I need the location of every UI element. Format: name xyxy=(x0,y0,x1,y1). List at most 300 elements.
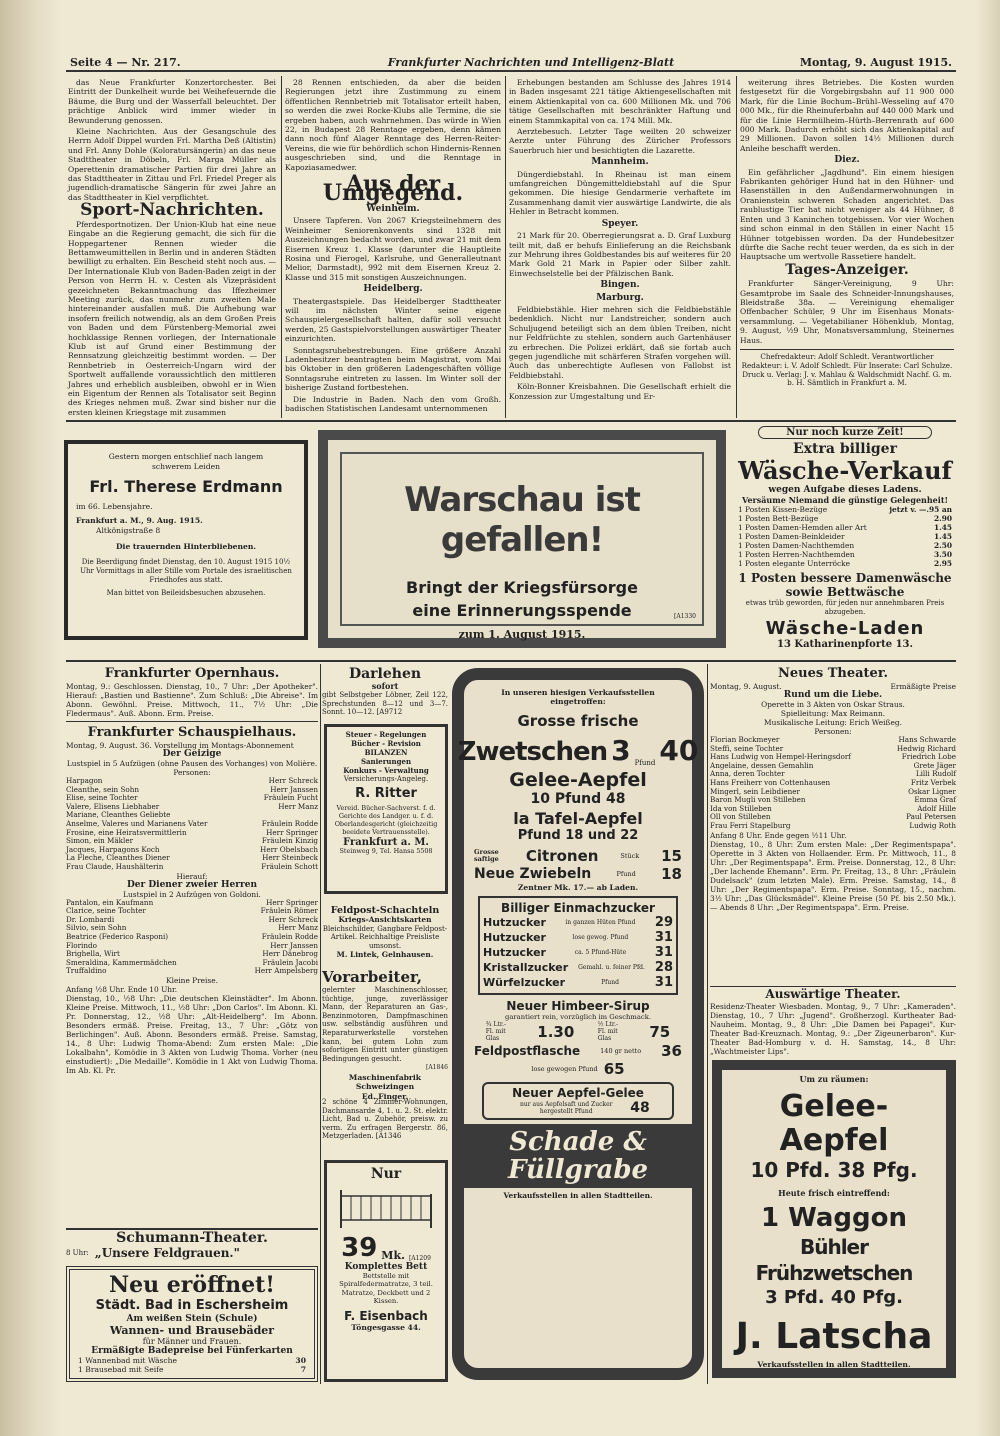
role-name: Angelaine, dessen Gemahlin xyxy=(710,760,814,770)
role-name: Anselme, Valeres und Marianens Vater xyxy=(66,818,208,828)
place-heading: Diez. xyxy=(834,155,860,166)
feldpost-text: Bleichschilder, Gangbare Feldpost-Artikel. Reichhaltige Preisliste umsonst. xyxy=(322,924,448,950)
schade-note: Grosse saftige xyxy=(474,847,499,863)
bad-line: Städt. Bad in Eschersheim xyxy=(95,1298,289,1313)
eisenbach-ad xyxy=(324,1160,448,1382)
zucker-label: Hutzucker xyxy=(483,946,546,959)
schade-price: 75 xyxy=(649,1022,671,1041)
masthead: Frankfurter Nachrichten und Intelligenz-Blatt xyxy=(387,56,675,69)
cast-list xyxy=(66,899,318,976)
bad-line: für Männer und Frauen. xyxy=(142,1337,242,1346)
schade-brand: Füllgrabe xyxy=(507,1155,649,1185)
zucker-label: Kristallzucker xyxy=(483,961,569,974)
actor-name: Herr Schreck xyxy=(268,914,318,924)
actor-name: Fräulein Rodde xyxy=(261,818,318,828)
place-heading: Weinheim. xyxy=(366,203,420,214)
vorarbeiter-title: Vorarbeiter, xyxy=(322,968,423,986)
waesche-item-label: 1 Posten Bett-Bezüge xyxy=(738,514,819,523)
schade-price: 40 xyxy=(659,734,699,767)
schade-qty: 3 xyxy=(611,734,631,767)
steuer-line: Bücher - Revision xyxy=(351,739,421,748)
article-paragraph: Sonntagsruhebestrebungen. Eine größere Anzahl Ladenbesitzer beantragten beim Magistrat, vom Mai bis Oktober in den größeren Ladengeschäften völlige Sonntagsruhe eintreten zu lassen. Im Winter soll der bisherige Zustand fortbestehen. xyxy=(285,345,501,393)
section-heading: Aus der Umgegend. xyxy=(322,171,464,207)
bad-price-label: 1 Brausebad mit Seife xyxy=(78,1365,164,1375)
role-name: Brighella, Wirt xyxy=(66,949,120,959)
eisenbach-name: F. Eisenbach xyxy=(344,1308,428,1323)
actor-name: Emma Graf xyxy=(914,795,956,805)
actor-name: Lilli Rudolf xyxy=(915,769,956,779)
column-4 xyxy=(740,78,954,418)
actor-name: Fritz Verbek xyxy=(910,777,956,787)
waesche-line: Extra billiger xyxy=(793,441,897,457)
column-rule xyxy=(505,76,506,418)
column-3 xyxy=(509,78,731,418)
schade-product: Feldpostflasche xyxy=(474,1044,581,1058)
waesche-sub: Versäume Niemand die günstige Gelegenheit! xyxy=(741,495,949,505)
schade-price: 48 xyxy=(606,791,626,807)
role-name: Anna, deren Tochter xyxy=(710,769,785,779)
zucker-label: Würfelzucker xyxy=(483,976,566,989)
zucker-note: Pfund xyxy=(601,979,619,986)
place-heading: Marburg. xyxy=(596,292,644,303)
section-heading: Tages-Anzeiger. xyxy=(785,261,909,278)
eisenbach-unit: Mk. xyxy=(381,1249,405,1262)
waesche-item-label: 1 Posten Herren-Nachthemden xyxy=(738,550,855,559)
waesche-item-label: 1 Posten Damen-Beinkleider xyxy=(738,532,845,541)
schade-product: Gelee-Aepfel xyxy=(509,769,647,791)
notice-burial: Die Beerdigung findet Dienstag, den 10. August 1915 10½ Uhr Vormittags in aller Stille vom Portale des israelitischen Friedhofes aus statt. xyxy=(80,558,292,584)
steuer-line: Sanierungen xyxy=(360,757,412,766)
notice-text: schwerem Leiden xyxy=(152,462,220,471)
role-name: Ida von Stilleben xyxy=(710,803,772,813)
waesche-line: sowie Bettwäsche xyxy=(785,585,905,599)
schauspiel-text: Montag, 9. August. 36. Vorstellung im Montags-Abonnement xyxy=(66,741,294,750)
role-name: Florindo xyxy=(66,940,97,950)
waesche-item-price: 2.50 xyxy=(933,541,952,550)
actor-name: Fräulein Römer xyxy=(260,906,318,916)
waesche-item-price: 3.50 xyxy=(933,550,952,559)
bed-icon xyxy=(331,1184,441,1232)
apfel-gelee-box xyxy=(482,1082,674,1120)
article-paragraph: Theatergastspiele. Das Heidelberger Stadttheater will im nächsten Winter seine eigene Schauspielergesellschaft halten, dafür soll versucht werden, 25 Gastspielvorstellungen auswärtiger Theater einzurichten. xyxy=(285,296,501,344)
notice-text: im 66. Lebensjahre. xyxy=(76,502,153,511)
play-subtitle: Lustspiel in 2 Aufzügen von Goldoni. xyxy=(123,889,261,899)
schade-footer: Verkaufsstellen in allen Stadtteilen. xyxy=(503,1191,653,1200)
latscha-product: Gelee-Aepfel xyxy=(779,1089,889,1158)
latscha-price: 3 Pfd. 40 Pfg. xyxy=(765,1287,903,1308)
place-heading: Mannheim. xyxy=(591,157,649,168)
schumann-time: 8 Uhr: xyxy=(66,1249,89,1257)
zucker-note: ca. 5 Pfund-Hüte xyxy=(574,949,627,956)
schade-unit: Stück xyxy=(620,852,640,860)
bad-price: 30 xyxy=(295,1356,306,1365)
schauspiel-title: Frankfurter Schauspielhaus. xyxy=(87,725,297,740)
role-name: Silvio, sein Sohn xyxy=(66,923,127,933)
cast-heading: Hierauf: xyxy=(176,871,208,881)
latscha-waggon: 1 Waggon xyxy=(760,1203,908,1233)
waesche-top: Nur noch kurze Zeit! xyxy=(758,426,932,439)
actor-name: Herr Janssen xyxy=(270,784,318,794)
role-name: Cleanthe, sein Sohn xyxy=(66,784,139,794)
cast-heading: Personen: xyxy=(814,727,852,736)
section-heading: Sport-Nachrichten. xyxy=(80,200,264,221)
schade-brand-block xyxy=(464,1124,692,1188)
waesche-ad xyxy=(734,424,956,656)
steuer-line: Konkurs - Verwaltung xyxy=(343,766,429,775)
column-rule xyxy=(281,76,282,418)
steuer-line: Steuer - Regelungen xyxy=(345,730,427,739)
actor-name: Herr Springer xyxy=(266,897,318,907)
page-binding xyxy=(0,0,62,1436)
waesche-item-label: 1 Posten Damen-Hemden aller Art xyxy=(738,523,867,532)
section-rule xyxy=(66,660,956,662)
play-title: Der Diener zweier Herren xyxy=(126,879,258,890)
schade-unit: Pfund xyxy=(634,759,656,767)
article-paragraph: Unsere Tapferen. Von 2067 Kriegsteilnehmern des Weinheimer Seniorenkonvents sind 1328 mit Auszeichnungen bedacht worden, und zwar 21 mit dem Eisernen Kreuz 1. Klasse (darunter die Hauptleite Rosina und Fierogel, Karlsruhe, und Generalleutnant Melior, Darmstadt), 992 mit dem Eisernen Kreuz 2. Klasse und 315 mit sonstigen Auszeichnungen. xyxy=(285,216,501,282)
actor-name: Fräulein Rodde xyxy=(261,931,318,941)
bad-line: Am weißen Stein (Schule) xyxy=(126,1314,258,1324)
darlehen-sub: sofort xyxy=(371,681,399,691)
schade-note: ½ Ltr.-Fl. mit Glas xyxy=(597,1021,619,1042)
play-subtitle: Lustspiel in 5 Aufzügen (ohne Pausen des Vorhanges) von Molière. xyxy=(66,759,318,768)
neues-date: Montag, 9. August. xyxy=(710,682,782,691)
zucker-title: Billiger Einmachzucker xyxy=(501,901,655,915)
notice-street: Altkönigstraße 8 xyxy=(96,526,161,535)
article-paragraph: Erhebungen bestanden am Schlusse des Jahres 1914 in Baden insgesamt 221 tätige Aktiengesellschaften mit einem Aktienkapital von ca. 600 Millionen Mk. und 706 tätige Gesellschaften mit beschränkter Haftung und einem Stammkapital von ca. 174 Mill. Mk. xyxy=(509,78,731,125)
zucker-row xyxy=(483,930,673,945)
waesche-item-row xyxy=(738,505,952,514)
schade-product: la Tafel-Aepfel xyxy=(513,809,643,828)
eisenbach-top: Nur xyxy=(370,1166,402,1182)
auswaertig-title: Auswärtige Theater. xyxy=(765,987,901,1001)
role-name: Frau Claude, Haushälterin xyxy=(66,861,164,871)
neues-theater xyxy=(710,666,956,984)
actor-name: Hans Schwarde xyxy=(898,735,956,744)
schade-product: Neue Zwiebeln xyxy=(474,866,592,882)
schade-note: nur aus Aepfelsaft und Zucker hergestellt Pfund xyxy=(520,1101,613,1115)
auswaertige-theater xyxy=(710,986,956,1057)
play-subtitle: Spielleitung: Max Reimann. xyxy=(780,709,886,718)
schade-price: 15 xyxy=(661,847,682,865)
place-heading: Bingen. xyxy=(600,280,640,291)
column-rule xyxy=(707,664,708,1384)
article-paragraph: Frankfurter Sänger-Vereinigung, 9 Uhr: Gesamtprobe im Saale des Schneider-Innungshauses, Bleidstraße 38a. — Vereinigung ehemaliger Offenbacher Schüler, 9 Uhr im Eisenhaus Monats-versammlung. — Vegetabilianer Höhenklub, Montag, 9. August, ½9 Uhr, Monatsversammlung, Steinernes Haus. xyxy=(740,279,954,345)
zucker-note: in ganzen Hüten Pfund xyxy=(565,919,636,926)
steuer-name: R. Ritter xyxy=(355,786,417,801)
article-paragraph: Pferdesportnotizen. Der Union-Klub hat eine neue Eingabe an die Regierung gemacht, die sich für die Hoppegartener Rennen wieder die Bettamweumittellen in Berlin und in anderen Städten bewilligt zu erhalten. Ein Bescheid steht noch aus. — Der Internationale Klub von Baden-Baden zeigt in der Person von Herrn H. v. Cesten als Vizepräsident gezeichneten Bekanntmachung das Iffezheimer Meeting zurück, das nunmehr zum zweiten Male hintereinander ausfallen muß. Die Aufhebung war insofern freilich notwendig, als an dem Großen Preis von Baden und dem Fürstenberg-Memorial zwei hochklassige Rennen vorliegen, der Internationale Klub ist auf Grund einer Bestimmung der Rennsatzung gleichzeitig bestimmt worden. — Der Rennbetrieb in Oesterreich-Ungarn wird der Sportwelt auffallende voraussichtlich den mittleren Jahres und erheblich ausbleiben, obwohl er in Wien ein Eigentum der Rennen als Totalisator seit Beginn des Krieges nehmen muß. Zwar sind bisher nur die ersten kleinen Kriegstage mit zusammen xyxy=(68,219,277,417)
warschau-line: Bringt der Kriegsfürsorge xyxy=(406,578,638,597)
notice-place: Frankfurt a. M., 9. Aug. 1915. xyxy=(76,516,203,525)
zucker-row xyxy=(483,945,673,960)
actor-name: Herr Springer xyxy=(266,827,318,837)
waesche-item-price: 1.45 xyxy=(933,523,952,532)
actor-name: Fräulein Fucht xyxy=(263,793,318,803)
eisenbach-text: Bettstelle mit Spiralfedermatratze, 3 teil. Matratze, Deckbett und 2 Kissen. xyxy=(339,1272,433,1306)
death-notice xyxy=(64,440,308,640)
play-title: Rund um die Liebe. xyxy=(783,690,883,700)
section-rule xyxy=(66,420,956,422)
role-name: Hans Ludwig von Hempel-Heringsdorf xyxy=(710,752,851,762)
actor-name: Herr Ampelsberg xyxy=(254,966,318,976)
feldpost-title: Feldpost-Schachteln xyxy=(330,905,440,916)
waesche-shop: Wäsche-Laden xyxy=(765,618,925,639)
article-paragraph: 21 Mark für 20. Oberregierungsrat a. D. Graf Luxburg teilt mit, daß er behufs Einlieferung an die Reichsbank zur Mehrung ihres Goldbestandes bis auf weiteres für 20 Mark Gold 21 Mark in Papier oder Silber zahlt. Einwechselstelle bei der Pfälzischen Bank. xyxy=(509,231,731,278)
wohnung-ad xyxy=(322,1098,448,1156)
article-paragraph: Köln-Bonner Kreisbahnen. Die Gesellschaft erhielt die Konzession zur Umgestaltung und Er- xyxy=(509,382,731,401)
auswaertig-text: Residenz-Theater Wiesbaden. Montag, 9., 7 Uhr: „Kameraden". Dienstag, 10., 7 Uhr: „Jugend". Großherzogl. Kurtheater Bad-Nauheim. Montag, 9., 8 Uhr: „Die Damen bei Papagei". Kur-Theater Bad-Kreuznach. Montag, 9.: „Der Zigeunerbaron". Kur-Theater Bad-Homburg v. d. H. Samstag, 14., 8 Uhr: „Wachtmeister Lips". xyxy=(710,1002,956,1056)
role-name: Smeraldina, Kammermädchen xyxy=(66,957,177,967)
schumann-ad xyxy=(66,1228,318,1262)
waesche-line: 1 Posten bessere Damenwäsche xyxy=(738,571,952,585)
role-name: Valere, Elisens Liebhaber xyxy=(66,801,160,811)
waesche-item-price: 2.90 xyxy=(933,514,952,523)
prices-text: Kleine Preise. xyxy=(166,975,218,985)
steuer-address: Steinweg 9, Tel. Hansa 5508 xyxy=(339,847,433,855)
latscha-product: Bühler Frühzwetschen xyxy=(755,1235,913,1285)
schade-product: Citronen xyxy=(525,847,599,865)
schade-note: Zentner Mk. 17.— ab Laden. xyxy=(517,883,639,892)
eisenbach-address: Töngesgasse 44. xyxy=(351,1322,421,1332)
steuer-city: Frankfurt a. M. xyxy=(343,837,429,848)
waesche-sub: wegen Aufgabe dieses Ladens. xyxy=(768,485,922,495)
waesche-title: Wäsche-Verkauf xyxy=(738,456,952,485)
role-name: Simon, ein Mäkler xyxy=(66,836,134,846)
column-1 xyxy=(68,78,276,418)
schedule-text: Dienstag, 10., 8 Uhr: Zum ersten Male: „Der Regimentspapa". Operette in 3 Akten von Hollaender. Erm. Pr. Mittwoch, 11., 8 Uhr: „Der Regimentspapa". Erm. Preise. Donnerstag, 12., 8 Uhr: „Der lachende Ehemann". Erm. Pr. Freitag, 13., 8 Uhr: „Fräulein Dudelsack" (zum letzten Male). Erm. Preise. Samstag, 14., 8 Uhr: „Der Regimentspapa". Erm. Preise. Sonntag, 15., nachm. 3½ Uhr: „Das Glücksmädel". Kleine Preise (50 Pf. bis 2.50 Mk.). — Abends 8 Uhr: „Der Regimentspapa". Erm. Preise. xyxy=(710,839,956,912)
schade-price: 18 xyxy=(661,865,682,883)
column-2 xyxy=(285,78,501,418)
waesche-item-row xyxy=(738,514,952,523)
waesche-price-list xyxy=(738,505,952,568)
column-rule xyxy=(736,76,737,418)
actor-name: Hedwig Richard xyxy=(896,743,956,753)
wohnung-text: 2 schöne 4 Zimmer-Wohnungen, Dachmansarde 4, 1. u. 2. St. elektr. Licht, Bad u. Zubehör, preisw. zu verm. Zu erfragen Bergerstr. 86, Metzgerladen. [A1346 xyxy=(322,1098,448,1141)
article-paragraph: weiterung ihres Betriebes. Die Kosten wurden festgesetzt für die Vorgebirgsbahn auf 11 900 000 Mark, für die Linie Bochum–Brühl–Wesseling auf 470 000 Mk., für die Rheinuferbahn auf 440 000 Mark und für die Linie Hermülheim–Hürth–Berrenrath auf 600 000 Mark. Dadurch erhöht sich das Aktienkapital auf 29 Millionen. Davon sollen 14½ Millionen durch Anleihe beschafft werden. xyxy=(740,78,954,153)
role-name: Mariane, Cleanthes Geliebte xyxy=(66,810,171,820)
role-name: Florian Bockmeyer xyxy=(710,735,780,744)
schade-qty: 10 xyxy=(530,791,550,807)
neues-pricing: Ermäßigte Preise xyxy=(890,682,956,691)
cast-row xyxy=(66,967,318,976)
role-name: Frau Ferri Stapelburg xyxy=(710,820,791,830)
schade-unit: Pfund xyxy=(616,870,636,878)
zucker-row xyxy=(483,915,673,930)
notice-mourners: Die trauernden Hinterbliebenen. xyxy=(115,542,257,551)
bad-headline: Neu eröffnet! xyxy=(109,1272,275,1298)
play-title: Der Geizige xyxy=(162,749,222,759)
article-paragraph: das Neue Frankfurter Konzertorchester. Bei Eintritt der Dunkelheit wurde bei Weihefeuernde die Bäume, die Burg und der Wasserfall beleuchtet. Der prächtige Anblick wird immer wieder in Bewunderung genossen. xyxy=(68,78,276,125)
zucker-list xyxy=(483,915,673,990)
bad-ad xyxy=(66,1266,318,1382)
role-name: Elise, seine Tochter xyxy=(66,793,138,803)
schedule-text: Dienstag, 10., ½8 Uhr: „Die deutschen Kleinstädter". Im Abonn. Kleine Preise. Mittwoch, 11., ½8 Uhr: „Don Carlos". Im Abonn. Kl. Pr. Donnerstag, 12., ½8 Uhr: „Alt-Heidelberg". Im Abonn. Besonders ermäß. Preise. Freitag, 13., 7 Uhr: „Götz von Berlichingen". Auß. Abonn. Besonders ermäß. Preise. Samstag, 14., 8 Uhr: Ludwig Thoma-Abend: Zum ersten Male: „Die Lokalbahn", Komödie in 3 Akten von Ludwig Thoma. Vorher (neu einstudiert): „Die Medaille". Komödie in 1 Akt von Ludwig Thoma. Im Ab. Kl. Pr. xyxy=(66,993,318,1075)
play-subtitle: Musikalische Leitung: Erich Weißeg. xyxy=(764,718,902,727)
actor-name: Fräulein Jacobi xyxy=(262,957,318,967)
imprint: Chefredakteur: Adolf Schledt. Verantwortlicher Redakteur: i. V. Adolf Schledt. Für Inserate: Carl Schulze. Druck u. Verlag: J. v. Mahlau & Waldschmidt Nachf. G. m. b. H. Sämtlich in Frankfurt a. M. xyxy=(740,349,954,388)
actor-name: Grete Jäger xyxy=(913,760,956,770)
latscha-price: 10 Pfd. 38 Pfg. xyxy=(750,1158,918,1182)
article-paragraph: Aerztebesuch. Letzter Tage weilten 20 schweizer Aerzte unter Führung des Züricher Professors Sauerbruch hier und besichtigten die Lazarette. xyxy=(509,127,731,155)
start-time: Anfang 8 Uhr. Ende gegen ½11 Uhr. xyxy=(710,830,847,840)
zucker-note: Gemahl. u. feiner Pfd. xyxy=(578,964,645,971)
deceased-name: Frl. Therese Erdmann xyxy=(89,477,283,496)
feldpost-name: M. Lintek, Gelnhausen. xyxy=(336,950,434,960)
neues-title: Neues Theater. xyxy=(778,666,888,681)
theater-column xyxy=(66,666,318,1226)
role-name: Harpagon xyxy=(66,776,103,785)
vorarbeiter-firm: Maschinenfabrik Schweizingen xyxy=(348,1072,422,1092)
role-name: Mingerl, sein Leibdiener xyxy=(710,786,800,796)
warschau-inner-frame xyxy=(340,452,704,641)
role-name: Steffi, seine Tochter xyxy=(710,743,784,753)
waesche-item-label: 1 Posten Kissen-Bezüge xyxy=(738,505,828,514)
warschau-line: eine Erinnerungsspende xyxy=(412,601,632,620)
zucker-box xyxy=(478,896,678,995)
latscha-brand: J. Latscha xyxy=(735,1316,933,1357)
article-paragraph: Feldbiebstähle. Hier mehren sich die Feldbiebstähle bedenklich. Nicht nur Landstreicher, sondern auch Schuljugend beteiligt sich an dem üblen Treiben, nicht nur Feldfrüchte zu stehlen, sondern auch Gartenhäuser zu erbrechen. Die Polizei erklärt, daß sie fortab auch gegen jugendliche mit schärferen Strafen vorgehen will. Auch das unberechtigte Auflesen von Fallobst ist Feldbiebstahl. xyxy=(509,304,731,380)
place-heading: Speyer. xyxy=(601,218,639,229)
column-rule xyxy=(320,664,321,1384)
waesche-item-label: 1 Posten Damen-Nachthemden xyxy=(738,541,855,550)
latscha-mid: Heute frisch eintreffend: xyxy=(778,1188,890,1198)
actor-name: Herr Schreck xyxy=(268,776,318,785)
page-edge xyxy=(976,0,1000,1436)
play-subtitle: Operette in 3 Akten von Oskar Straus. xyxy=(761,700,905,709)
cast-list xyxy=(710,736,956,831)
latscha-footer: Verkaufsstellen in allen Stadtteilen. xyxy=(757,1360,911,1369)
role-name: Pantalon, ein Kaufmann xyxy=(66,897,154,907)
waesche-item-row xyxy=(738,550,952,559)
bad-price: 7 xyxy=(300,1365,306,1375)
opera-title: Frankfurter Opernhaus. xyxy=(104,666,280,681)
actor-name: Herr Steinbeck xyxy=(262,853,318,863)
schade-note: ¾ Ltr.-Fl. mit Glas xyxy=(485,1021,507,1042)
actor-name: Fräulein Kinzig xyxy=(261,836,318,846)
article-paragraph: Kleine Nachrichten. Aus der Gesangschule des Herrn Adolf Dippel wurden Frl. Martha Deß (Altistin) und Frl. Anny Dohle (Koloratursängerin) an das neue Stadttheater in Döbeln, Frl. Marga Müller als Operettenin dramatischer Partien für drei Jahre an das Stadttheater in Zittau und Frl. Friedel Preger als jugendlich-dramatische Sängerin für zwei Jahre an das Stadttheater in Kiel verpflichtet. xyxy=(68,127,276,202)
cast-row xyxy=(66,863,318,872)
warschau-date: zum 1. August 1915. xyxy=(458,628,586,641)
article-paragraph: 28 Rennen entschieden, da aber die beiden Regierungen jetzt ihre Zustimmung zu einem öffentlichen Rennbetrieb mit Totalisator erteilt haben, so werden die zwei Rocke-Klubs alle Termine, die sie ergeben haben, auch wahrnehmen. Das würde in Wien 22, in Budapest 28 Renntage ergeben, denn kämen dann noch fünf Alager Renntage des Herren-Reiter-Vereins, die wie für behördlich schon Hindernis-Rennen ausgeschrieben sind, und die Renntage in Kapoziasamedwer. xyxy=(285,78,501,172)
cast-heading: Personen: xyxy=(173,768,211,777)
place-heading: Heidelberg. xyxy=(363,284,423,295)
eisenbach-line: Komplettes Bett xyxy=(344,1262,428,1272)
schade-note: lose gewogen Pfund xyxy=(531,1065,598,1073)
warschau-ad xyxy=(318,430,726,648)
waesche-item-price: jetzt v. —.95 an xyxy=(889,505,952,514)
ad-code: [A1330 xyxy=(674,613,696,620)
actor-name: Oskar Ligner xyxy=(908,786,956,796)
schade-brand: Schade & xyxy=(509,1127,647,1157)
schade-price: 48 xyxy=(630,1100,650,1116)
cast-row xyxy=(710,822,956,831)
waesche-item-row xyxy=(738,541,952,550)
role-name: Truffaldino xyxy=(66,966,107,976)
schade-product: Neuer Himbeer-Sirup xyxy=(506,999,650,1013)
waesche-item-row xyxy=(738,532,952,541)
steuer-line: Versicherungs-Angeleg. xyxy=(343,775,429,783)
waesche-item-price: 1.45 xyxy=(933,532,952,541)
vorarbeiter-text: gelernter Maschinenschlosser, tüchtige, junge, zuverlässiger Mann, der Reparaturen an Gas-, Benzinmotoren, Dampfmaschinen usw. selbständig ausführen und Reparaturwerkstelle vorstehen kann, bei gutem Lohn zum sofortigen Eintritt unter günstigen Bedingungen gesucht. xyxy=(322,986,448,1063)
article-paragraph: Die Industrie in Baden. Nach den vom Großh. badischen Statistischen Landesamt unternommenen xyxy=(285,394,501,413)
schumann-title: Schumann-Theater. xyxy=(116,1230,268,1246)
waesche-item-row xyxy=(738,523,952,532)
zucker-label: Hutzucker xyxy=(483,916,546,929)
role-name: Dr. Lombardi xyxy=(66,914,115,924)
zucker-label: Hutzucker xyxy=(483,931,546,944)
ad-code: [A1846 xyxy=(426,1064,448,1072)
schade-heading: Grosse frische xyxy=(517,712,639,730)
bad-price-label: 1 Wannenbad mit Wäsche xyxy=(78,1356,178,1365)
darlehen-title: Darlehen xyxy=(348,666,422,682)
schade-zwetschen-row xyxy=(457,734,699,767)
zucker-price: 31 xyxy=(654,975,673,990)
steuer-text: Vereid. Bücher-Sachverst. f. d. Gerichte des Landger. u. f. d. Oberlandesgericht (gleichzeitig beeidete Vertrauensstelle). xyxy=(334,804,438,836)
bad-line: Wannen- und Brausebäder xyxy=(109,1324,275,1337)
actor-name: Adolf Hille xyxy=(917,803,956,813)
steuer-ad xyxy=(324,724,448,894)
zucker-row xyxy=(483,960,673,975)
role-name: Oll von Stilleben xyxy=(710,812,771,822)
role-name: La Fleche, Cleanthes Diener xyxy=(66,853,170,863)
role-name: Baron Mugli von Stilleben xyxy=(710,795,806,805)
article-paragraph: Ein gefährlicher „Jagdhund". Ein einem hiesigen Fabrikanten gehöriger Hund hat in den Hühner- und Hasenställen in den Außendarmerwohnungen in Oranienstein schweren Schaden angerichtet. Das raublustige Tier hat nicht weniger als 44 Hühner, 8 Enten und 3 Kaninchen totgebissen. Vor vier Wochen sind schon einmal in den Ställen in einer Nacht 15 Hühner totgebissen worden. Da der Hundebesitzer dürfte die Sache recht teuer werden, da es sich in der Hauptsache um wertvolle Rassetiere handelt. xyxy=(740,167,954,262)
feldpost-sub: Kriegs-Ansichtskarten xyxy=(338,915,432,925)
schade-note: 140 gr netto xyxy=(600,1047,642,1055)
darlehen-text: gibt Selbstgeber Löbner, Zeil 122, Sprechstunden 8—12 und 3—7. Sonnt. 10—12. [A9712 xyxy=(322,691,448,717)
waesche-item-row xyxy=(738,559,952,568)
role-name: Hans Freiherr von Cottenhausen xyxy=(710,777,831,787)
schade-price: 36 xyxy=(661,1042,682,1060)
actor-name: Fräulein Schott xyxy=(261,861,318,871)
zucker-row xyxy=(483,975,673,990)
role-name: Beatrice (Federico Rasponi) xyxy=(66,931,169,941)
opera-text: Montag, 9.: Geschlossen. Dienstag, 10., 7 Uhr: „Der Apotheker". Hierauf: „Bastien und Bastienne". Zum Schluß: „Die Abreise". Im Abonn. Gewöhnl. Preise. Mittwoch, 11., 7½ Uhr: „Die Fledermaus". Auß. Abonn. Erm. Preise. xyxy=(66,682,318,718)
steuer-line: BILANZEN xyxy=(364,748,408,757)
vorarbeiter-ad xyxy=(322,968,448,1101)
actor-name: Herr Dänebrog xyxy=(262,949,318,959)
schade-price: 65 xyxy=(603,1060,625,1078)
article-paragraph: Düngerdiebstahl. In Rheinau ist man einem umfangreichen Düngemitteldiebstahl auf die Spur gekommen. Die hiesige Gendarmerie verhaftete im Zusammenhang damit vier auswärtige Landwirte, die als Hehler in Betracht kommen. xyxy=(509,169,731,217)
page-number: Seite 4 — Nr. 217. xyxy=(70,56,181,69)
schade-note: garantiert rein, vorzüglich im Geschmack. xyxy=(505,1013,651,1021)
waesche-item-label: 1 Posten elegante Unterröcke xyxy=(738,559,850,568)
start-time: Anfang ½8 Uhr. Ende 10 Uhr. xyxy=(66,984,178,994)
schade-intro: In unseren hiesigen Verkaufsstellen eingetroffen: xyxy=(501,688,655,706)
issue-date: Montag, 9. August 1915. xyxy=(799,56,952,69)
zucker-price: 28 xyxy=(654,960,673,975)
waesche-note: etwas trüb geworden, für jeden nur annehmbaren Preis abzugeben. xyxy=(745,599,945,616)
actor-name: Ludwig Roth xyxy=(909,820,956,830)
role-name: Frosine, eine Heiratsvermittlerin xyxy=(66,827,187,837)
actor-name: Herr Obelsbach xyxy=(260,844,318,854)
zucker-note: lose gewog. Pfund xyxy=(572,934,629,941)
schade-product: Neuer Aepfel-Gelee xyxy=(512,1086,644,1100)
latscha-top: Um zu räumen: xyxy=(799,1074,869,1084)
ad-code: [A1209 xyxy=(408,1255,431,1262)
actor-name: Friedrich Lobe xyxy=(901,752,956,762)
actor-name: Herr Manz xyxy=(278,801,318,811)
zucker-price: 31 xyxy=(654,945,673,960)
waesche-address: 13 Katharinenpforte 13. xyxy=(776,639,913,650)
actor-name: Herr Janssen xyxy=(270,940,318,950)
schade-price: 18 und 22 xyxy=(565,828,639,843)
page-header xyxy=(66,54,956,72)
schade-price: 1.30 xyxy=(537,1022,575,1041)
role-name: Jacques, Harpagons Koch xyxy=(66,844,160,854)
notice-note: Man bittet von Beileidsbesuchen abzusehen. xyxy=(106,589,266,597)
vorarbeiter-owner: Ed. Finger. xyxy=(361,1091,409,1101)
notice-text: Gestern morgen entschlief nach langem xyxy=(108,452,264,461)
